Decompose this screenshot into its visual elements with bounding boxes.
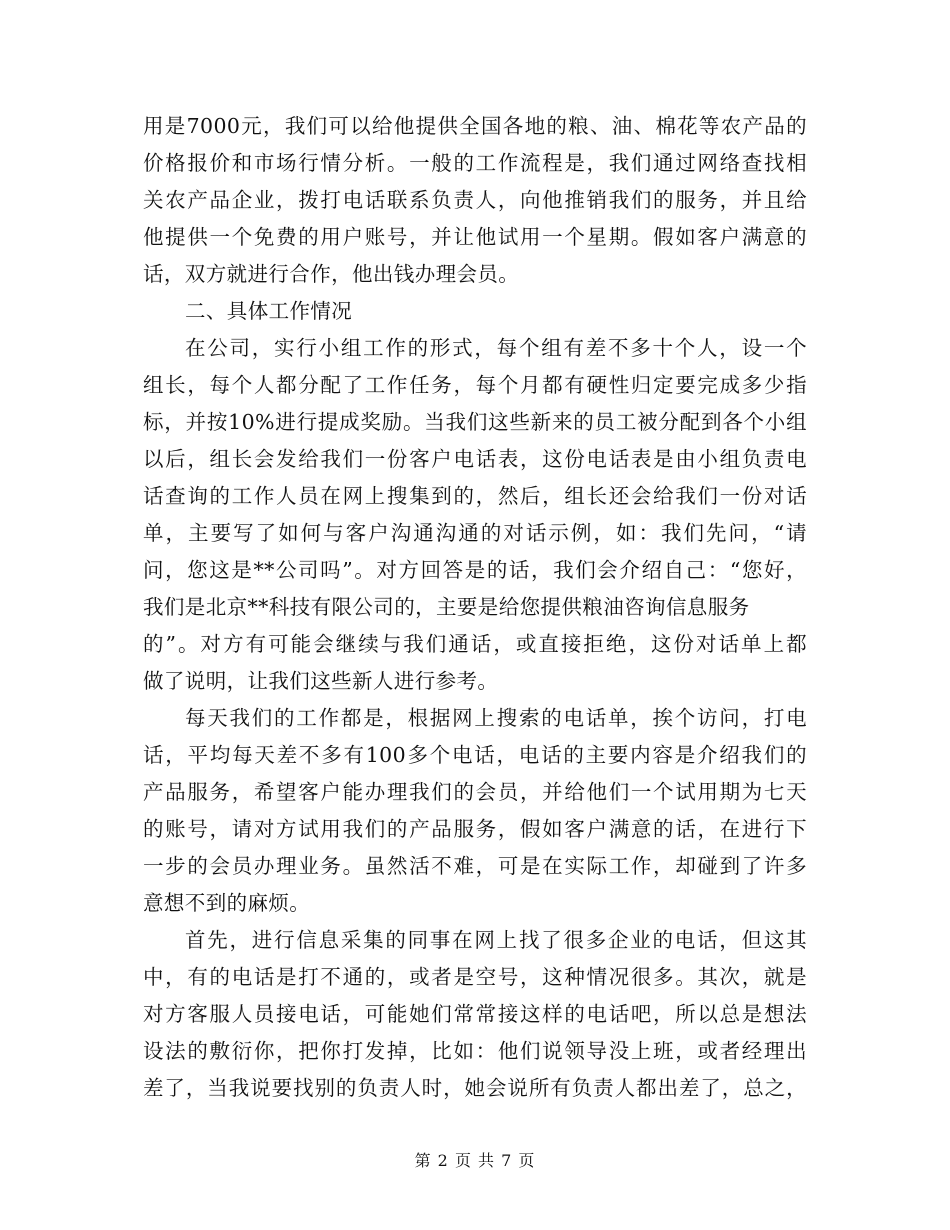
text-line: 用是7000元，我们可以给他提供全国各地的粮、油、棉花等农产品的 (143, 114, 807, 138)
text-line: 的账号，请对方试用我们的产品服务，假如客户满意的话，在进行下 (143, 817, 807, 841)
text-line: 我们是北京**科技有限公司的，主要是给您提供粮油咨询信息服务 (143, 595, 750, 619)
text-line: 产品服务，希望客户能办理我们的会员，并给他们一个试用期为七天 (143, 780, 807, 804)
text-line: 对方客服人员接电话，可能她们常常接这样的电话吧，所以总是想法 (143, 1002, 807, 1026)
body-text (143, 108, 807, 1107)
text-line: 组长，每个人都分配了工作任务，每个月都有硬性归定要完成多少指 (143, 373, 807, 397)
text-line: 意想不到的麻烦。 (143, 891, 311, 915)
text-line: 的”。对方有可能会继续与我们通话，或直接拒绝，这份对话单上都 (143, 632, 807, 656)
text-line: 一步的会员办理业务。虽然活不难，可是在实际工作，却碰到了许多 (143, 854, 807, 878)
text-line: 话，双方就进行合作，他出钱办理会员。 (143, 262, 520, 286)
page-footer: 第 2 页 共 7 页 (414, 1151, 536, 1170)
text-line: 单，主要写了如何与客户沟通沟通的对话示例，如：我们先问，“请 (143, 521, 807, 545)
text-line: 话查询的工作人员在网上搜集到的，然后，组长还会给我们一份对话 (143, 484, 807, 508)
text-line: 首先，进行信息采集的同事在网上找了很多企业的电话，但这其 (185, 928, 807, 952)
text-line: 以后，组长会发给我们一份客户电话表，这份电话表是由小组负责电 (143, 447, 807, 471)
text-line: 话，平均每天差不多有100多个电话，电话的主要内容是介绍我们的 (143, 743, 807, 767)
text-line: 差了，当我说要找别的负责人时，她会说所有负责人都出差了，总之， (143, 1076, 807, 1100)
text-line: 设法的敷衍你，把你打发掉，比如：他们说领导没上班，或者经理出 (143, 1039, 807, 1063)
text-line: 中，有的电话是打不通的，或者是空号，这种情况很多。其次，就是 (143, 965, 807, 989)
text-line: 问，您这是**公司吗”。对方回答是的话，我们会介绍自己：“您好， (143, 558, 807, 582)
text-line: 每天我们的工作都是，根据网上搜索的电话单，挨个访问，打电 (185, 706, 807, 730)
section-heading: 二、具体工作情况 (185, 299, 353, 323)
text-line: 价格报价和市场行情分析。一般的工作流程是，我们通过网络查找相 (143, 151, 807, 175)
text-line: 做了说明，让我们这些新人进行参考。 (143, 669, 499, 693)
text-line: 他提供一个免费的用户账号，并让他试用一个星期。假如客户满意的 (143, 225, 807, 249)
text-line: 在公司，实行小组工作的形式，每个组有差不多十个人，设一个 (185, 336, 807, 360)
text-line: 关农产品企业，拨打电话联系负责人，向他推销我们的服务，并且给 (143, 188, 807, 212)
text-line: 标，并按10%进行提成奖励。当我们这些新来的员工被分配到各个小组 (143, 410, 807, 434)
